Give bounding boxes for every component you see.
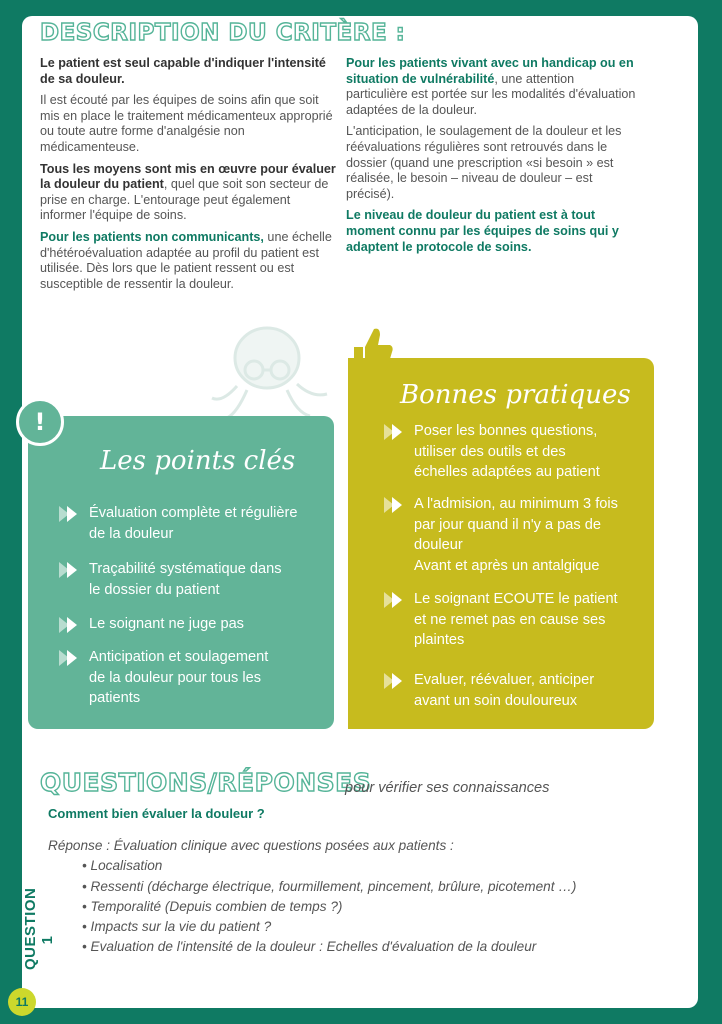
list-item-line: utiliser des outils et des [414, 443, 566, 460]
list-item-line: Le soignant ECOUTE le patient [414, 591, 618, 607]
exclamation-icon: ! [16, 398, 64, 446]
list-item-line: Avant et après un antalgique [414, 557, 600, 574]
left-p3: , quel que soit son secteur de prise en charge. L'entourage peut également informer l'équipe de soins. [40, 177, 329, 223]
questions-title: QUESTIONS/RÉPONSES [40, 768, 372, 797]
list-item [89, 614, 244, 635]
points-cles-title: Les points clés [100, 446, 296, 476]
left-p4-bold: Pour les patients non communicants, [40, 229, 264, 244]
right-p1-bold: Pour les patients vivant avec un handicap ou en situation de vulnérabilité [346, 56, 634, 86]
list-item-line: de la douleur [89, 525, 174, 542]
list-item-line: avant un soin douloureux [414, 692, 578, 709]
list-item-line: plaintes [414, 632, 465, 648]
answer-block [48, 836, 648, 958]
question-1-text: Comment bien évaluer la douleur ? [48, 806, 265, 821]
arrow-bullet-icon [59, 650, 81, 666]
list-item [414, 589, 618, 651]
arrow-bullet-icon [384, 497, 406, 513]
bonnes-pratiques-title: Bonnes pratiques [400, 380, 631, 410]
answer-item: • Temporalité (Depuis combien de temps ?) [82, 897, 648, 917]
answer-item: • Evaluation de l'intensité de la douleur : Echelles d'évaluation de la douleur [82, 937, 648, 957]
arrow-bullet-icon [59, 562, 81, 578]
right-p1: , une attention particulière est portée sur les modalités d'évaluation adaptées de la douleur. [346, 71, 636, 117]
list-item-line: A l'admision, au minimum 3 fois [414, 496, 618, 512]
arrow-bullet-icon [59, 617, 81, 633]
questions-subtitle: pour vérifier ses connaissances [345, 780, 550, 796]
list-item-line: le dossier du patient [89, 581, 220, 598]
list-item-line: douleur [414, 537, 463, 553]
right-p2: L'anticipation, le soulagement de la douleur et les réévaluations régulières sont retrouvés dans le dossier (quand une prescription «si besoin » est réalisée, le besoin – niveau de douleur – est précisé). [346, 124, 622, 201]
list-item-line: Anticipation et soulagement [89, 649, 269, 665]
list-item [414, 494, 618, 576]
list-item [414, 670, 594, 711]
list-item-line: et ne remet pas en cause ses [414, 611, 606, 628]
left-p2: Il est écouté par les équipes de soins afin que soit mis en place le traitement médicamenteux approprié ou toute autre forme d'analgésie non médicamenteuse. [40, 93, 333, 154]
question-number-label: QUESTION 1 [22, 887, 56, 970]
list-item-line: par jour quand il n'y a pas de [414, 516, 601, 533]
arrow-bullet-icon [384, 424, 406, 440]
answer-item: • Localisation [82, 856, 648, 876]
answer-item: • Impacts sur la vie du patient ? [82, 917, 648, 937]
right-p3-bold: Le niveau de douleur du patient est à tout moment connu par les équipes de soins qui y adaptent le protocole de soins. [346, 208, 619, 254]
list-item-line: patients [89, 690, 141, 706]
list-item-line: Evaluer, réévaluer, anticiper [414, 672, 595, 688]
list-item-line: Le soignant ne juge pas [89, 616, 244, 632]
answer-item: • Ressenti (décharge électrique, fourmillement, pincement, brûlure, picotement …) [82, 877, 648, 897]
left-p4: une échelle d'hétéroévaluation adaptée au profil du patient est utilisée. Dès lors que le patient ressent ou est susceptible de ressentir la douleur. [40, 229, 332, 291]
list-item [89, 559, 282, 600]
left-p3-bold: Tous les moyens sont mis en œuvre pour évaluer la douleur du patient [40, 161, 336, 192]
description-title: DESCRIPTION DU CRITÈRE : [40, 20, 406, 46]
left-p1-bold: Le patient est seul capable d'indiquer l'intensité de sa douleur. [40, 56, 326, 86]
list-item-line: Évaluation complète et régulière [89, 505, 298, 521]
list-item [89, 647, 268, 709]
thumbs-up-icon [350, 325, 394, 375]
octopus-mascot-icon [192, 318, 342, 428]
list-item-line: Traçabilité systématique dans [89, 561, 282, 577]
description-right-column [346, 56, 638, 261]
arrow-bullet-icon [59, 506, 81, 522]
answer-intro: Réponse : Évaluation clinique avec questions posées aux patients : [48, 838, 454, 853]
description-left-column [40, 56, 336, 298]
page-number: 11 [8, 988, 36, 1016]
list-item [89, 503, 298, 544]
list-item-line: échelles adaptées au patient [414, 464, 600, 480]
arrow-bullet-icon [384, 592, 406, 608]
arrow-bullet-icon [384, 673, 406, 689]
list-item-line: de la douleur pour tous les [89, 669, 261, 686]
list-item-line: Poser les bonnes questions, [414, 423, 598, 439]
list-item [414, 421, 600, 483]
